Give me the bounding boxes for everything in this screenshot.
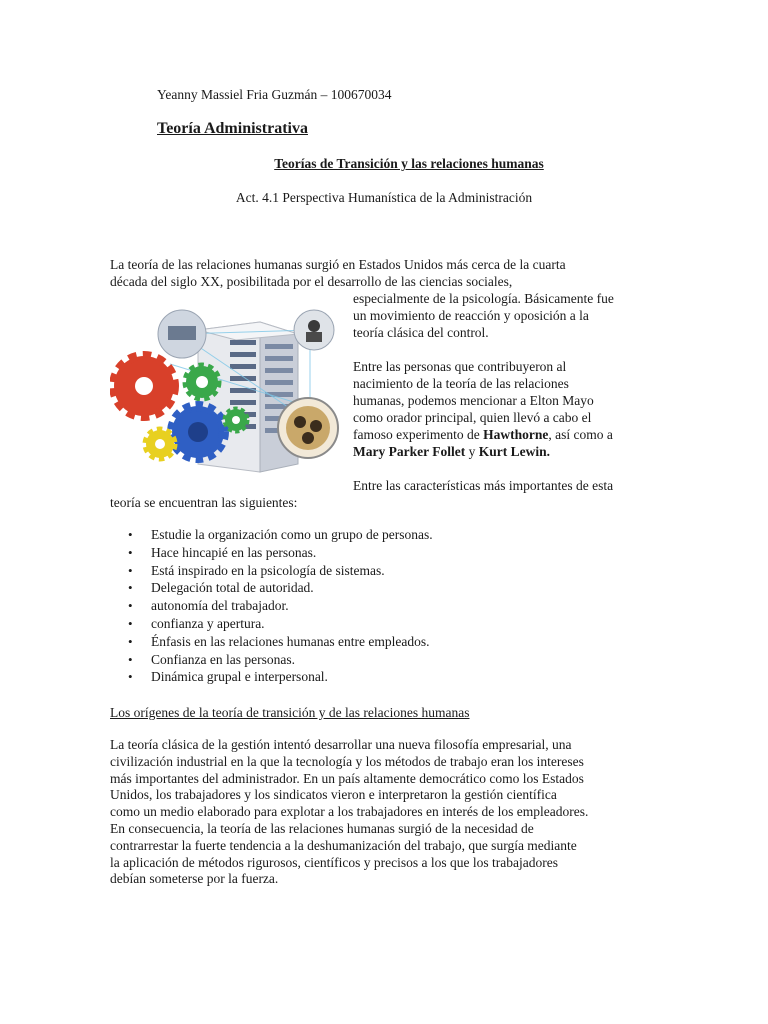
intro-line-2: década del siglo XX, posibilitada por el desarrollo de las ciencias sociales, [110,274,513,289]
list-item: • Hace hincapié en las personas. [110,544,433,562]
contributors-prefix: famoso experimento de [353,427,484,442]
origins-line: En consecuencia, la teoría de las relaciones humanas surgió de la necesidad de [110,820,534,836]
list-item: • Dinámica grupal e interpersonal. [110,668,433,686]
origins-line: como un medio elaborado para explotar a los trabajadores en interés de los empleadores. [110,804,589,820]
contributors-line-4: como orador principal, quien llevó a cabo el [353,410,592,425]
origins-line: más importantes del administrador. En un país altamente democrático como los Estados [110,770,584,786]
green-small-gear-icon [225,409,247,431]
origins-line: contrarrestar la fuerte tendencia a la deshumanización del trabajo, que surgía mediante [110,837,577,853]
characteristics-list [110,526,433,686]
contributors-line-6 [353,443,550,460]
origins-line: La teoría clásica de la gestión intentó desarrollar una nueva filosofía empresarial, una [110,737,572,752]
intro-wrap-line-2: un movimiento de reacción y oposición a la [353,308,589,323]
gears-building-illustration [110,304,342,486]
yellow-gear-icon [146,430,174,458]
intro-wrap-line-1: especialmente de la psicología. Básicamente fue [353,291,614,306]
contributors-line-3: humanas, podemos mencionar a Elton Mayo [353,393,594,408]
list-item: • confianza y apertura. [110,615,433,633]
contributors-line-2: nacimiento de la teoría de las relaciones [353,376,569,391]
origins-heading: Los orígenes de la teoría de transición y de las relaciones humanas [110,705,470,720]
origins-line: civilización industrial en la que la tecnología y los métodos de trabajo eran los intereses [110,753,584,769]
characteristics-intro-line-2: teoría se encuentran las siguientes: [110,495,298,510]
blue-gear-icon [172,406,224,458]
list-item: • Confianza en las personas. [110,651,433,669]
list-item: • Delegación total de autoridad. [110,579,433,597]
contributors-line-5 [353,426,613,443]
author-line: Yeanny Massiel Fria Guzmán – 100670034 [157,87,392,102]
origins-line: Unidos, los trabajadores y los sindicatos vieron e interpretaron la gestión científica [110,787,557,803]
follet-name: Mary Parker Follet [353,444,466,459]
lewin-name: Kurt Lewin. [478,444,550,459]
list-item: • Énfasis en las relaciones humanas entre empleados. [110,633,433,651]
origins-paragraph [110,737,670,888]
contributors-line-1: Entre las personas que contribuyeron al [353,359,567,374]
hawthorne-name: Hawthorne [483,427,549,442]
activity-line: Act. 4.1 Perspectiva Humanística de la Administración [235,190,533,205]
list-item: • autonomía del trabajador. [110,597,433,615]
document-title: Teoría Administrativa [157,120,308,137]
origins-line: la aplicación de métodos rigurosos, científicos y precisos a los que los trabajadores [110,854,558,870]
characteristics-intro-line-1: Entre las características más importantes de esta [353,478,614,493]
list-item: • Estudie la organización como un grupo de personas. [110,526,433,544]
list-item: • Está inspirado en la psicología de sistemas. [110,562,433,580]
origins-line: debían someterse por la fuerza. [110,871,279,887]
document-subtitle [0,155,768,172]
subtitle-text: Teorías de Transición y las relaciones humanas [274,156,544,171]
green-gear-icon [186,366,218,398]
red-gear-icon [114,356,174,416]
connector-text: y [465,444,479,459]
intro-line-1: La teoría de las relaciones humanas surgió en Estados Unidos más cerca de la cuarta [110,257,566,272]
contributors-suffix: , así como a [548,427,613,442]
intro-wrap-line-3: teoría clásica del control. [353,325,489,340]
